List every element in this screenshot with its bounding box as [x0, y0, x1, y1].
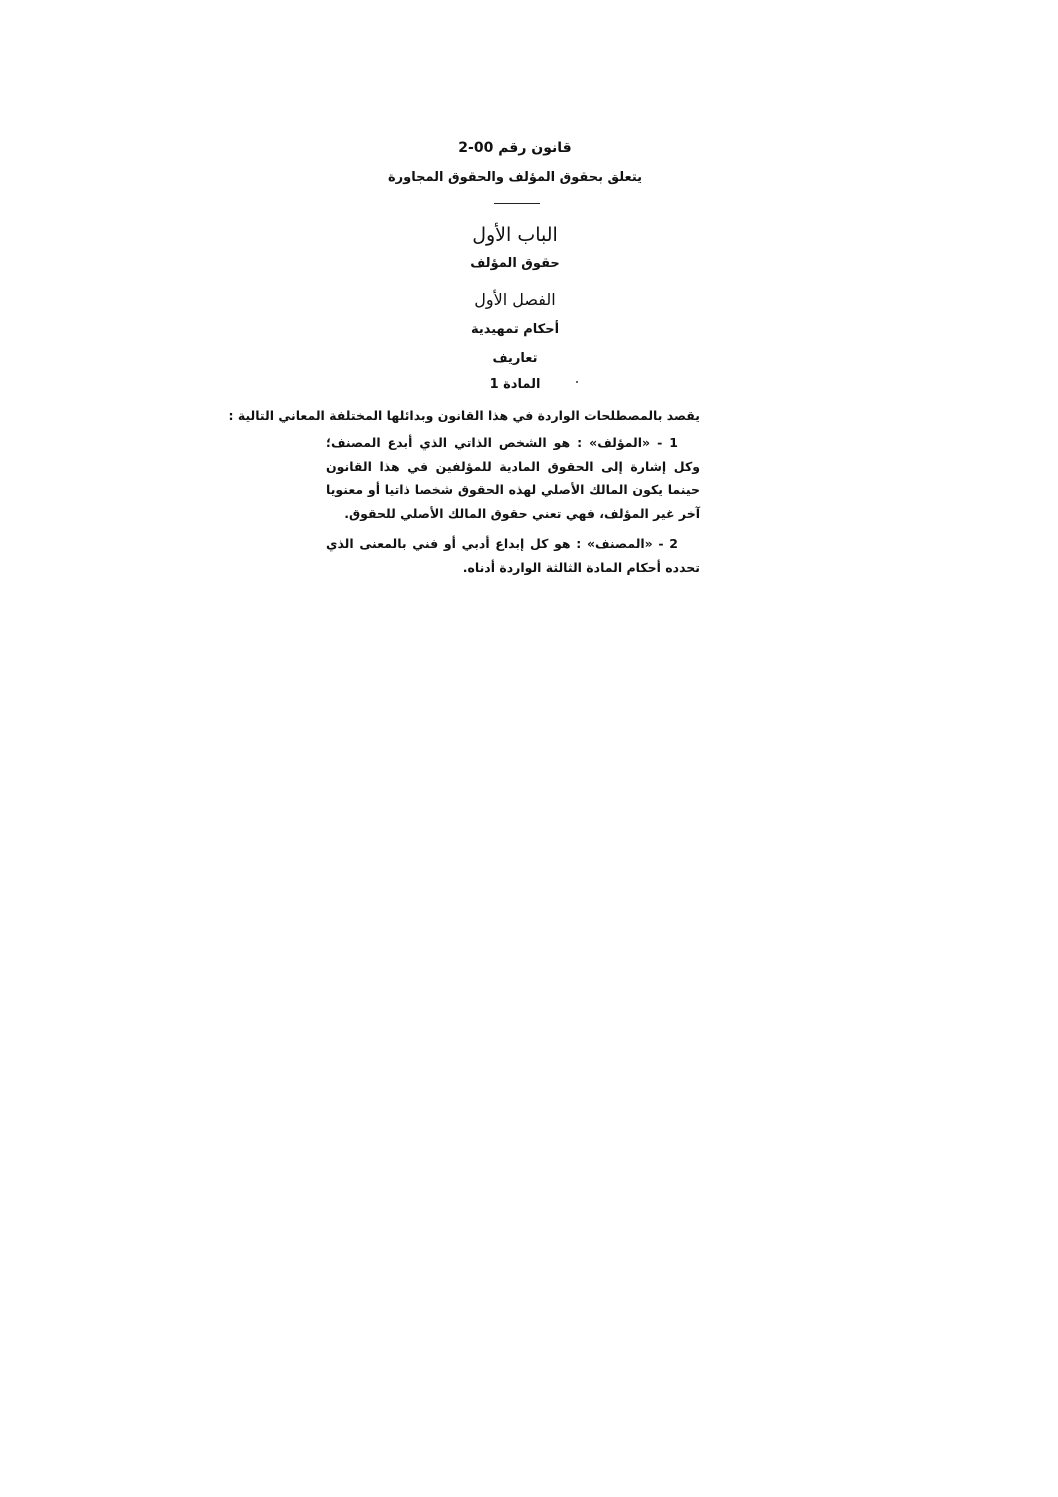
chapter-subtitle: أحكام تمهيدية — [470, 322, 560, 337]
article-intro: يقصد بالمصطلحات الواردة في هذا القانون وبدائلها المختلفة المعاني التالية : — [228, 408, 700, 423]
chapter-title: الفصل الأول — [474, 290, 556, 309]
title-divider — [494, 203, 540, 204]
law-number: قانون رقم 00-2 — [458, 140, 572, 156]
book-title: الباب الأول — [472, 224, 558, 246]
article-title: المادة 1 — [489, 377, 541, 392]
definition-author: 1 - «المؤلف» : هو الشخص الذاتي الذي أبدع المصنف؛ وكل إشارة إلى الحقوق المادية للمؤلفين في هذا القانون حينما يكون المالك الأصلي لهذه الحقوق شخصا ذاتيا أو معنويا آخر غير المؤلف، فهي تعني حقوق المالك الأصلي للحقوق. — [326, 435, 700, 521]
definition-work: 2 - «المصنف» : هو كل إبداع أدبي أو فني بالمعنى الذي تحدده أحكام المادة الثالثة الواردة أدناه. — [326, 536, 700, 575]
law-subject: يتعلق بحقوق المؤلف والحقوق المجاورة — [387, 170, 643, 185]
book-subtitle: حقوق المؤلف — [470, 256, 560, 271]
section-title: تعاريف — [492, 351, 538, 366]
scan-speck — [576, 381, 578, 383]
